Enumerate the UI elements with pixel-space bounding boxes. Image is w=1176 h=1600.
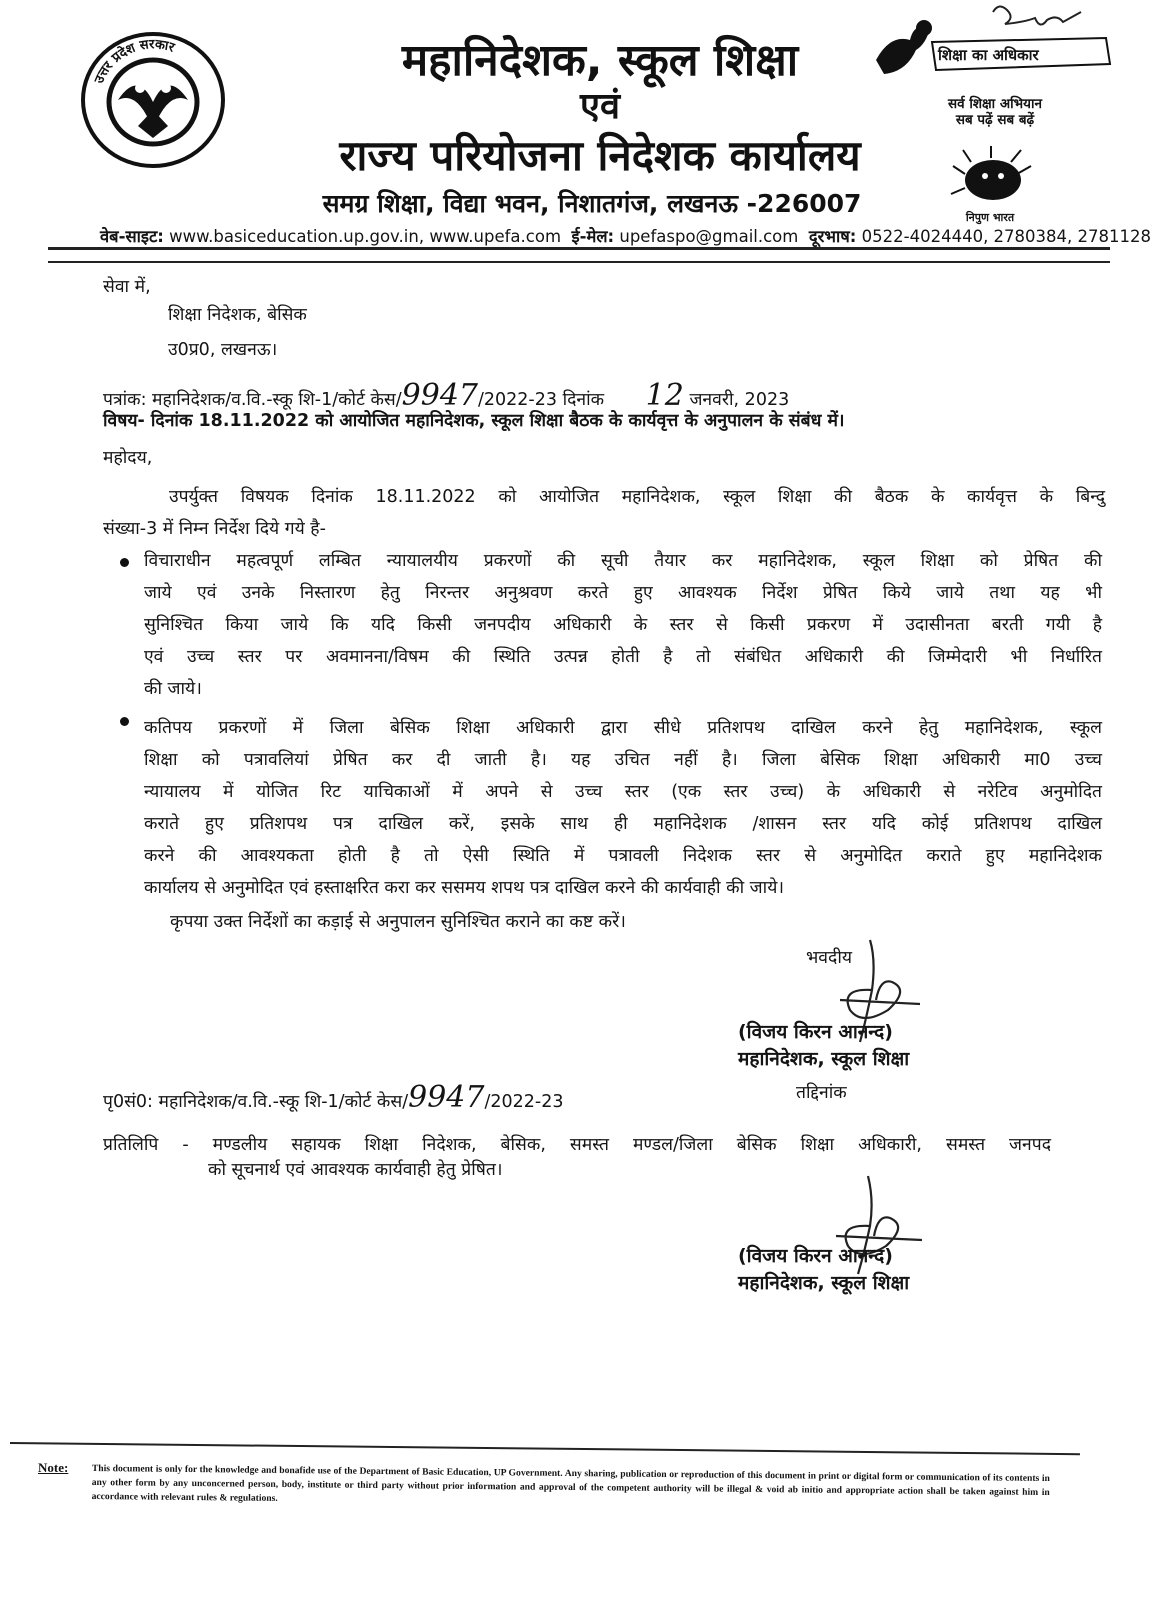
yours-faithfully: भवदीय (806, 948, 853, 968)
bullet1-line: सुनिश्चित किया जाये कि यदि किसी जनपदीय अधिकारी के स्तर से किसी प्रकरण में उदासीनता बरती गयी है (144, 615, 1102, 635)
office-title-line2: एवं (580, 86, 620, 127)
directive-bullet-1 (144, 545, 1102, 705)
bullet2-line: शिक्षा को पत्रावलियां प्रेषित कर दी जाती है। यह उचित नहीं है। जिला बेसिक शिक्षा अधिकारी मा0 उच्च (144, 750, 1102, 770)
disclaimer-note: This document is only for the knowledge and bonafide use of the Department of Basic Education, UP Government. Any sharing, publication or reproduction of this document in print or digital form or communication of its contents in any other form by any unconcerned person, body, institute or third party without prior information and approval of the competent authority will be illegal & void ab initio and appropriate action shall be taken against him in accordance with relevant rules & regulations. (91, 1463, 1050, 1504)
addressee-line2: उ0प्र0, लखनऊ। (168, 340, 278, 360)
salutation: सेवा में, (103, 277, 151, 297)
copy-to-line2: को सूचनार्थ एवं आवश्यक कार्यवाही हेतु प्रेषित। (208, 1160, 503, 1180)
bullet2-line: कतिपय प्रकरणों में जिला बेसिक शिक्षा अधिकारी द्वारा सीधे प्रतिशपथ दाखिल करने हेतु महानिदेशक, स्कूल (144, 718, 1102, 738)
closing-request: कृपया उक्त निर्देशों का कड़ाई से अनुपालन सुनिश्चित कराने का कष्ट करें। (170, 912, 626, 932)
reference-month-year: जनवरी, 2023 (689, 390, 790, 410)
office-address: समग्र शिक्षा, विद्या भवन, निशातगंज, लखनऊ -226007 (322, 189, 862, 218)
signatory-name-2: (विजय किरन आनन्द) (738, 1245, 893, 1267)
website-label: वेब-साइट: (100, 227, 164, 246)
rte-label: शिक्षा का अधिकार (938, 46, 1039, 64)
intro-line1: उपर्युक्त विषयक दिनांक 18.11.2022 को आयोजित महानिदेशक, स्कूल शिक्षा की बैठक के कार्यवृत्त के बिन्दु (169, 487, 1105, 507)
bullet1-line: की जाये। (144, 679, 202, 699)
addressee-line1: शिक्षा निदेशक, बेसिक (168, 305, 307, 325)
endorsement-date: तद्दिनांक (796, 1083, 847, 1103)
signatory-designation: महानिदेशक, स्कूल शिक्षा (738, 1048, 910, 1070)
signatory-designation-2: महानिदेशक, स्कूल शिक्षा (738, 1272, 910, 1294)
email-value: upefaspo@gmail.com (619, 227, 799, 246)
header-rule-thick (48, 247, 1110, 250)
bullet2-line: न्यायालय में योजित रिट याचिकाओं में अपने से उच्च स्तर (एक स्तर उच्च) के अधिकारी से नरेटिव अनुमोदित (144, 782, 1102, 802)
greeting: महोदय, (103, 448, 153, 468)
emblem-text: उत्तर प्रदेश सरकार (91, 37, 177, 86)
nipun-bharat-label: निपुण भारत (965, 211, 1015, 224)
bullet-marker (120, 717, 129, 726)
bullet2-line: करने की आवश्यकता होती है तो ऐसी स्थिति में पत्रावली निदेशक स्तर से अनुमोदित कराते हुए महानिदेशक (144, 846, 1102, 866)
endorsement-prefix: पृ0सं0: महानिदेशक/व.वि.-स्कू शि-1/कोर्ट केस/ (103, 1092, 409, 1112)
bullet2-line: कराते हुए प्रतिशपथ पत्र दाखिल करें, इसके साथ ही महानिदेशक /शासन स्तर यदि कोई प्रतिशपथ दाखिल (144, 814, 1102, 834)
copy-to-line1: प्रतिलिपि - मण्डलीय सहायक शिक्षा निदेशक, बेसिक, समस्त मण्डल/जिला बेसिक शिक्षा अधिकारी, समस्त जनपद (103, 1135, 1051, 1155)
note-label: Note: (38, 1460, 69, 1475)
reference-year: /2022-23 दिनांक (478, 390, 605, 410)
bullet1-line: जाये एवं उनके निस्तारण हेतु निरन्तर अनुश्रवण करते हुए आवश्यक निर्देश प्रेषित किये जाये तथा यह भी (144, 583, 1102, 603)
endorsement-year: /2022-23 (484, 1092, 564, 1112)
ssa-tagline: सब पढ़ें सब बढ़ें (955, 112, 1035, 128)
phone-value: 0522-4024440, 2780384, 2781128 (861, 227, 1152, 246)
bullet1-line: विचाराधीन महत्वपूर्ण लम्बित न्यायालयीय प्रकरणों की सूची तैयार कर महानिदेशक, स्कूल शिक्षा को प्रेषित की (144, 551, 1102, 571)
office-title-line3: राज्य परियोजना निदेशक कार्यालय (339, 131, 861, 180)
website-value: www.basiceducation.up.gov.in, www.upefa.com (169, 227, 562, 246)
intro-line2: संख्या-3 में निम्न निर्देश दिये गये है- (103, 519, 326, 539)
reference-prefix: पत्रांक: महानिदेशक/व.वि.-स्कू शि-1/कोर्ट केस/ (103, 390, 402, 410)
phone-label: दूरभाष: (808, 227, 857, 246)
ssa-label: सर्व शिक्षा अभियान (947, 96, 1042, 112)
subject-line: विषय- दिनांक 18.11.2022 को आयोजित महानिदेशक, स्कूल शिक्षा बैठक के कार्यवृत्त के अनुपालन के संबंध में। (103, 411, 845, 431)
reference-number-handwritten: 9947 (401, 378, 478, 413)
reference-line (103, 378, 789, 414)
nipun-bharat-logo (945, 146, 1035, 206)
bullet2-line: कार्यालय से अनुमोदित एवं हस्ताक्षरित करा कर ससमय शपथ पत्र दाखिल करने की कार्यवाही की जाये। (144, 878, 784, 898)
reference-day-handwritten: 12 (645, 378, 684, 413)
email-label: ई-मेल: (571, 227, 615, 246)
directive-bullet-2 (144, 712, 1102, 904)
header-rule-thin (48, 261, 1110, 263)
bullet1-line: एवं उच्च स्तर पर अवमानना/विषम की स्थिति उत्पन्न होती है तो संबंधित अधिकारी की जिम्मेदारी भी निर्धारित (144, 647, 1102, 667)
up-government-emblem (78, 30, 228, 170)
endorsement-number-handwritten: 9947 (408, 1080, 485, 1115)
intro-paragraph (103, 481, 1105, 545)
signatory-name: (विजय किरन आनन्द) (738, 1021, 893, 1043)
bullet-marker (120, 558, 129, 567)
endorsement-reference (103, 1080, 563, 1116)
contact-row (100, 224, 1152, 247)
footer-rule (10, 1442, 1080, 1455)
office-title-line1: महानिदेशक, स्कूल शिक्षा (401, 35, 799, 86)
